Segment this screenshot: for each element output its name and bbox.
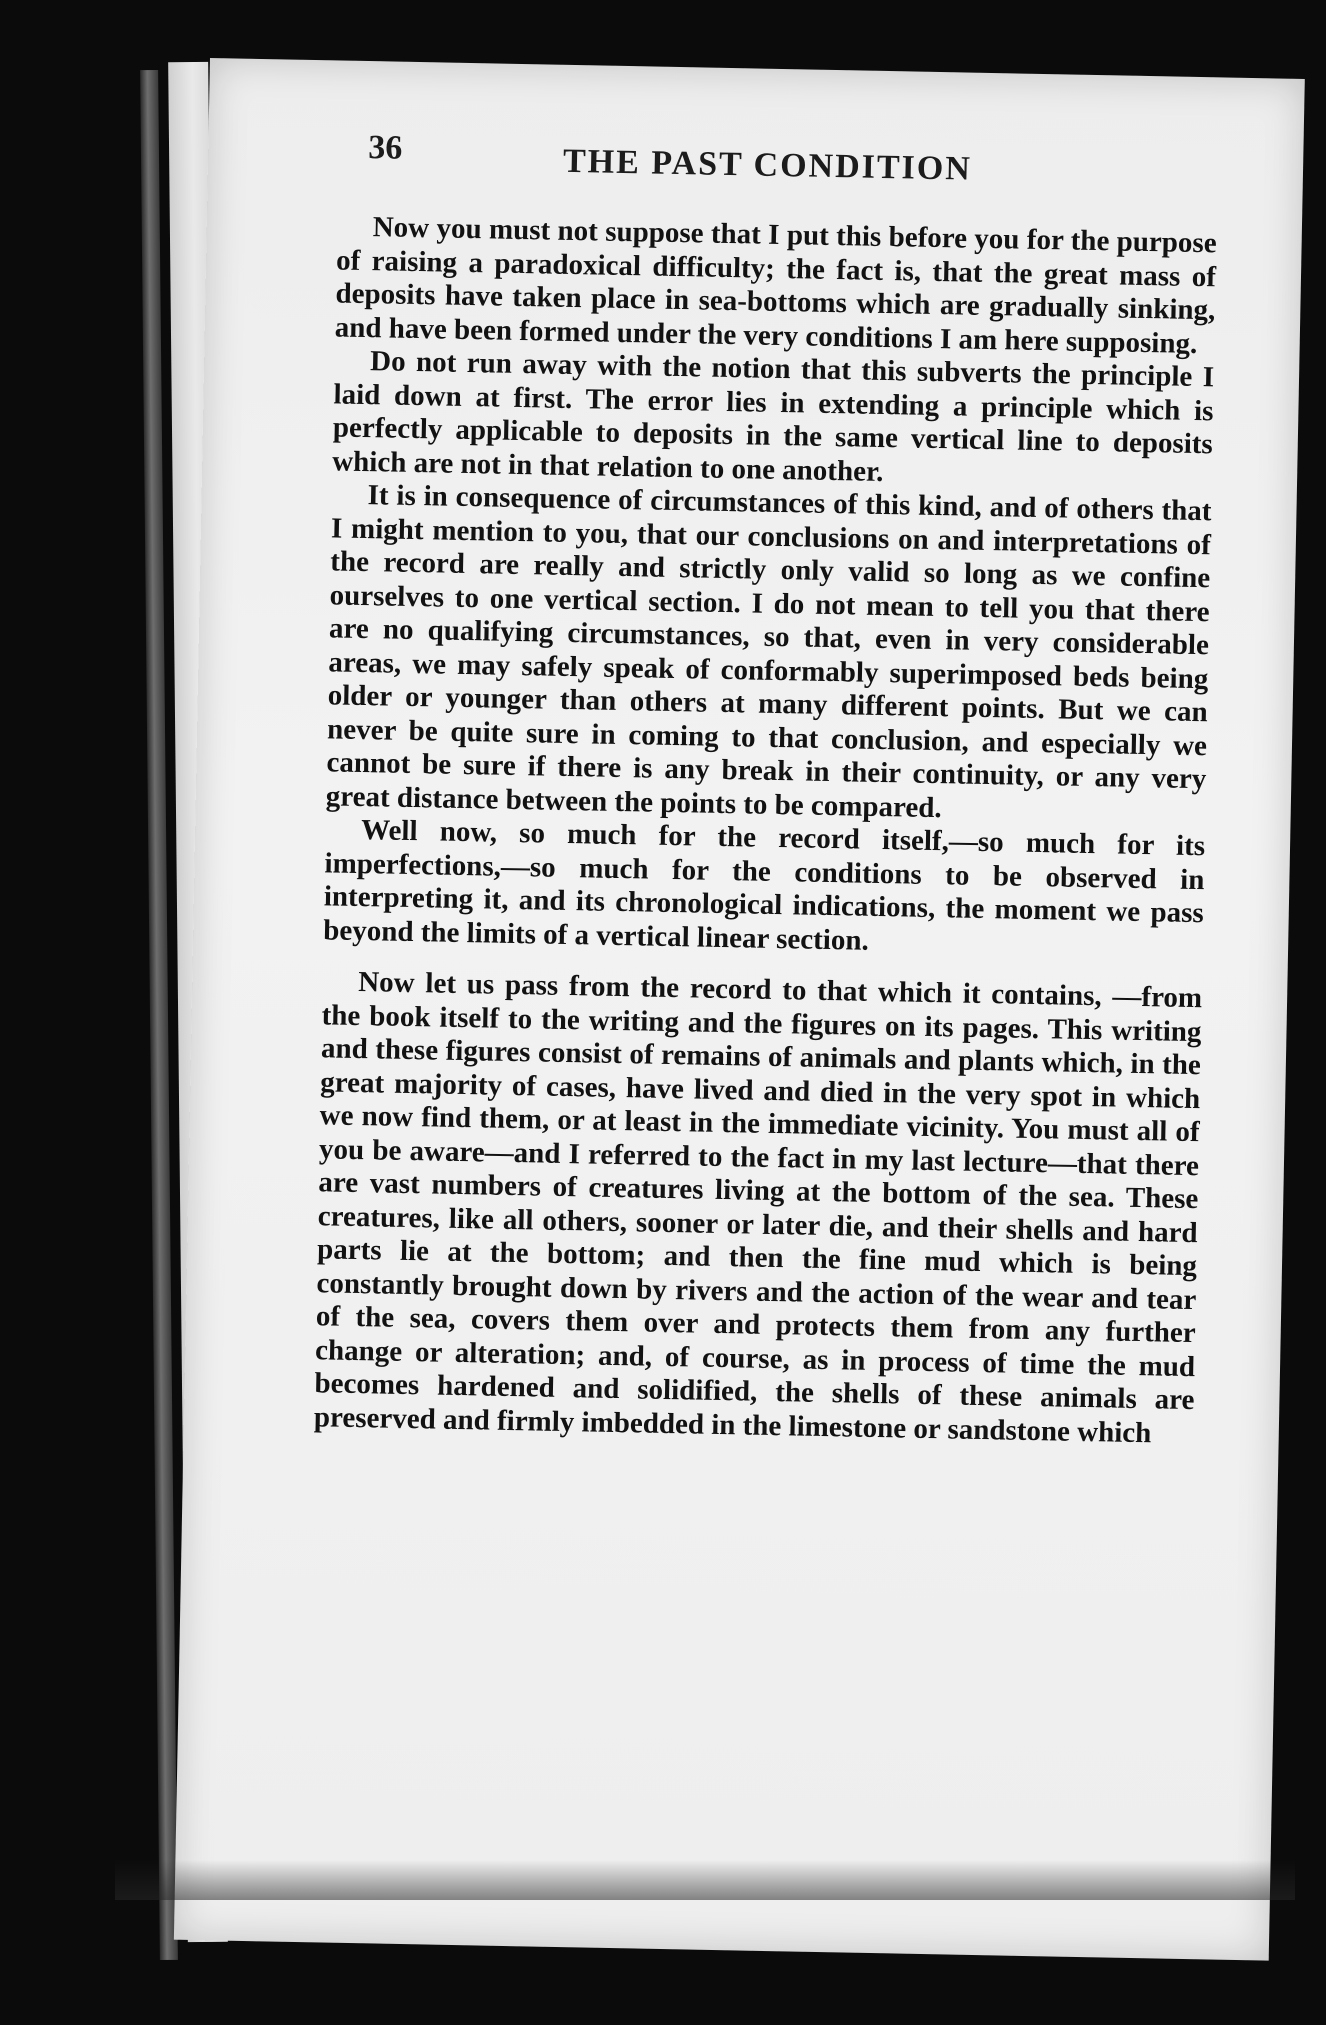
paragraph: Now you must not suppose that I put this before you for the purpose of raising a paradoxical difficulty; the fact is, that the great mass of deposits have taken place in sea-bottoms which are gradually sinking, and have been formed under the very conditions I am here supposing.	[334, 211, 1217, 360]
book-page	[174, 58, 1305, 1961]
page-body	[314, 210, 1217, 1451]
paragraph: Do not run away with the notion that this subverts the principle I laid down at first. The error lies in extending a principle which is perfectly applicable to deposits in the same vertical line to deposits which are not in that relation to one another.	[331, 345, 1215, 488]
page-bottom-shadow	[115, 1860, 1295, 1900]
page-number: 36	[367, 129, 403, 167]
paragraph: Now let us pass from the record to that which it contains, —from the book itself to the writing and the figures on its pages. This writing and these figures consist of remains of animals and plants which, in the great majority of cases, have lived and died in the very spot in which we now find them, or at least in the immediate vicinity. You must all of you be aware—and I referred to the fact in my last lecture—that there are vast numbers of creatures living at the bottom of the sea. These creatures, like all others, sooner or later die, and their shells and hard parts lie at the bottom; and then the fine mud which is being constantly brought down by rivers and the action of the wear and tear of the sea, covers them over and protects them from any further change or alteration; and, of course, as in process of time the mud becomes hardened and solidified, the shells of these animals are preserved and firmly imbedded in the limestone or sandstone which	[313, 966, 1203, 1449]
page-header	[368, 129, 1249, 206]
paragraph: It is in consequence of circumstances of this kind, and of others that I might mention to you, that our conclusions on and interpretations of the record are really and strictly only valid so long as we confine ourselves to one vertical section. I do not mean to tell you that there are no qualifying circumstances, so that, even in very considerable areas, we may safely speak of conformably superimposed beds being older or younger than others at many different points. But we can never be quite sure in coming to that conclusion, and especially we cannot be sure if there is any break in their continuity, or any very great distance between the points to be compared.	[325, 479, 1212, 824]
running-head: THE PAST CONDITION	[562, 142, 973, 188]
paragraph: Well now, so much for the record itself,—so much for its imperfections,—so much for the conditions to be observed in interpreting it, and its chronological indications, the moment we pass beyond the limits of a vertical linear section.	[322, 814, 1206, 957]
